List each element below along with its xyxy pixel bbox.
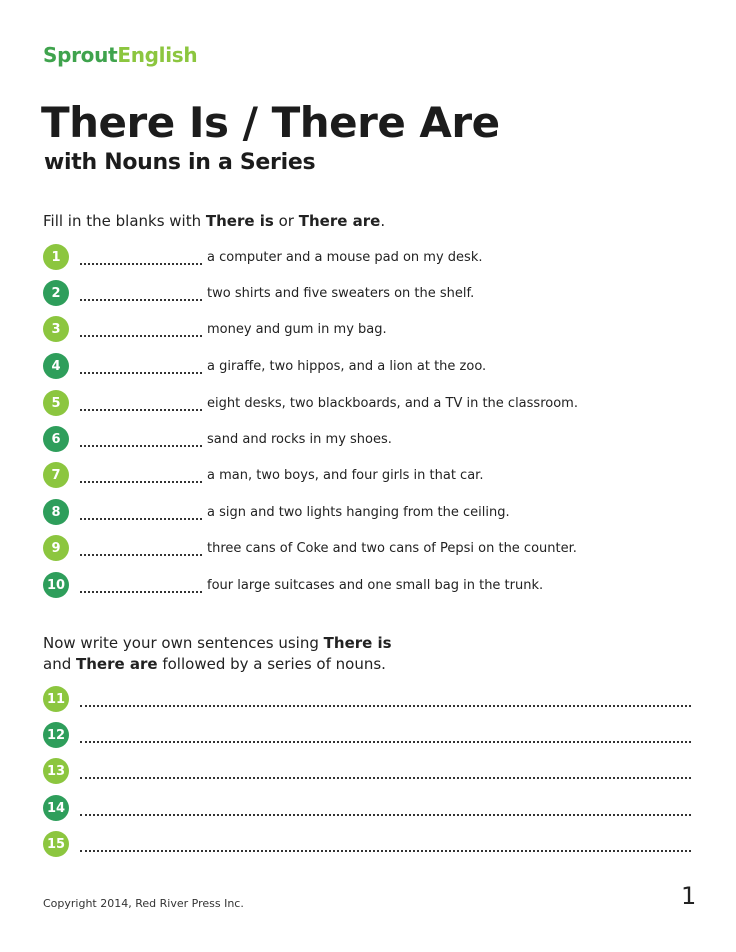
exercise-sentence: a sign and two lights hanging from the ceiling. (207, 504, 510, 520)
page-number: 1 (681, 882, 697, 910)
exercise-row (43, 462, 483, 488)
writing-row (43, 831, 691, 857)
instr-bold-there-are: There are (298, 212, 381, 230)
exercise-row (43, 499, 510, 525)
writing-line[interactable] (80, 727, 691, 743)
logo-part-sprout: Sprout (43, 43, 118, 67)
instr-bold-there-is: There is (323, 634, 392, 652)
exercise-row (43, 244, 482, 270)
writing-row (43, 722, 691, 748)
answer-blank[interactable] (80, 285, 202, 301)
answer-blank[interactable] (80, 431, 202, 447)
exercise-row (43, 572, 543, 598)
exercise-row (43, 353, 486, 379)
exercise-row (43, 280, 474, 306)
exercise-sentence: four large suitcases and one small bag in the trunk. (207, 577, 544, 593)
answer-blank[interactable] (80, 504, 202, 520)
exercise-sentence: a giraffe, two hippos, and a lion at the zoo. (207, 358, 487, 374)
instr-text: . (380, 212, 386, 230)
page-title: There Is / There Are (41, 98, 500, 147)
instr-text: Fill in the blanks with (43, 212, 206, 230)
answer-blank[interactable] (80, 358, 202, 374)
exercise-sentence: three cans of Coke and two cans of Pepsi on the counter. (207, 540, 577, 556)
answer-blank[interactable] (80, 321, 202, 337)
exercise-row (43, 426, 392, 452)
exercise-row (43, 316, 387, 342)
number-badge: 14 (43, 795, 69, 821)
writing-line[interactable] (80, 836, 691, 852)
writing-line[interactable] (80, 691, 691, 707)
answer-blank[interactable] (80, 249, 202, 265)
number-badge: 8 (43, 499, 69, 525)
exercise-sentence: money and gum in my bag. (207, 321, 387, 337)
number-badge: 7 (43, 462, 69, 488)
number-badge: 1 (43, 244, 69, 270)
instructions-fill-blanks (43, 212, 385, 230)
number-badge: 2 (43, 280, 69, 306)
writing-line[interactable] (80, 800, 691, 816)
writing-row (43, 758, 691, 784)
instructions-write-own (43, 633, 392, 675)
writing-row (43, 795, 691, 821)
number-badge: 13 (43, 758, 69, 784)
exercise-sentence: sand and rocks in my shoes. (207, 431, 392, 447)
answer-blank[interactable] (80, 395, 202, 411)
exercise-sentence: a man, two boys, and four girls in that car. (207, 467, 484, 483)
exercise-sentence: eight desks, two blackboards, and a TV in the classroom. (207, 395, 578, 411)
number-badge: 11 (43, 686, 69, 712)
number-badge: 12 (43, 722, 69, 748)
copyright-footer: Copyright 2014, Red River Press Inc. (43, 897, 244, 910)
instr2-line1 (43, 633, 392, 654)
answer-blank[interactable] (80, 467, 202, 483)
number-badge: 5 (43, 390, 69, 416)
instr-bold-there-are: There are (76, 655, 158, 673)
writing-line[interactable] (80, 763, 691, 779)
answer-blank[interactable] (80, 540, 202, 556)
logo-part-english: English (117, 43, 198, 67)
number-badge: 15 (43, 831, 69, 857)
number-badge: 10 (43, 572, 69, 598)
exercise-row (43, 535, 577, 561)
instr-text: and (43, 655, 76, 673)
number-badge: 6 (43, 426, 69, 452)
answer-blank[interactable] (80, 577, 202, 593)
logo (43, 43, 197, 67)
exercise-row (43, 390, 578, 416)
number-badge: 3 (43, 316, 69, 342)
instr2-line2 (43, 654, 392, 675)
number-badge: 9 (43, 535, 69, 561)
instr-text: followed by a series of nouns. (157, 655, 386, 673)
instr-text: Now write your own sentences using (43, 634, 324, 652)
number-badge: 4 (43, 353, 69, 379)
writing-row (43, 686, 691, 712)
instr-bold-there-is: There is (205, 212, 274, 230)
exercise-sentence: two shirts and five sweaters on the shelf. (207, 285, 475, 301)
page-subtitle: with Nouns in a Series (44, 150, 316, 175)
exercise-sentence: a computer and a mouse pad on my desk. (207, 249, 483, 265)
instr-text: or (273, 212, 299, 230)
